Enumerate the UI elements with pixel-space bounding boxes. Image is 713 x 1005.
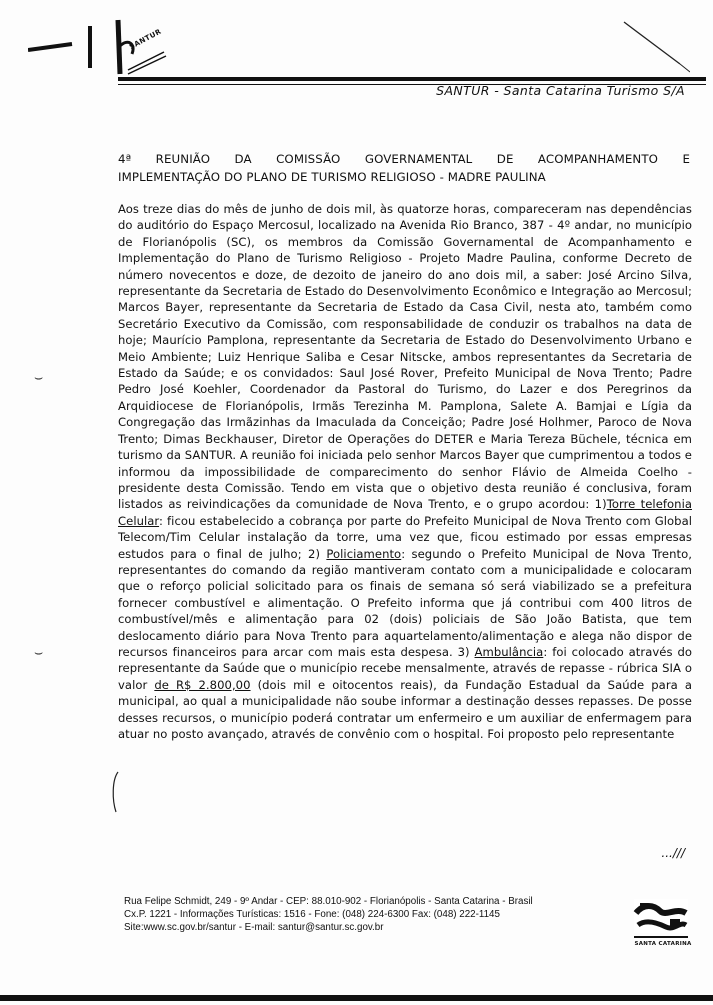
minutes-body	[118, 201, 692, 742]
continuation-mark: ...///	[661, 846, 685, 860]
footer-line-3: Site:www.sc.gov.br/santur - E-mail: santur@santur.sc.gov.br	[124, 922, 384, 933]
item-1-label: Torre telefonia Celular	[118, 497, 692, 528]
item-2-label: Policiamento	[326, 546, 402, 561]
company-header: SANTUR - Santa Catarina Turismo S/A	[436, 83, 685, 98]
header-rule	[118, 77, 706, 81]
amount-value: de R$ 2.800,00	[154, 677, 251, 692]
body-part-1: Aos treze dias do mês de junho de dois mil, às quatorze horas, compareceram nas dependências do auditório do Espaço Mercosul, localizado na Avenida Rio Branco, 387 - 4º andar, no município de Florianópolis (SC), os membros da Comissão Governamental de Acompanhamento e Implementação do Plano de Turismo Religioso - Projeto Madre Paulina, conforme Decreto de número novecentos e doze, de dezoito de janeiro do ano dois mil, a saber: José Arcino Silva, representante da Secretaria de Estado do Desenvolvimento Econômico e Integração ao Mercosul; Marcos Bayer, representante da Secretaria de Estado da Casa Civil, nesta ato, também como Secretário Executivo da Comissão, com responsabilidade de conduzir os trabalhos na data de hoje; Maurício Pamplona, representante da Secretaria de Estado do Desenvolvimento Urbano e Meio Ambiente; Luiz Henrique Saliba e Cesar Nitscke, ambos representantes da Secretaria de Estado da Saúde; e os convidados: Saul José Rover, Prefeito Municipal de Nova Trento; Padre Pedro José Koehler, Coordenador da Pastoral do Turismo, do Lazer e dos Peregrinos da Arquidiocese de Florianópolis, Irmãs Terezinha M. Pamplona, Salete A. Bamjai e Lígia da Congregação das Irmãzinhas da Imaculada da Conceição; Padre José Holhmer, Paroco de Nova Trento; Dimas Beckhauser, Diretor de Operações do DETER e Maria Tereza Büchele, técnica em turismo da SANTUR. A reunião foi iniciada pelo senhor Marcos Bayer que cumprimentou a todos e informou da impossibilidade de comparecimento do senhor Flávio de Almeida Coelho - presidente desta Comissão. Tendo em vista que o objetivo desta reunião é conclusiva, foram listados as reivindicações da comunidade de Nova Trento, e o grupo acordou: 1)	[118, 202, 692, 512]
body-part-4: : foi colocado através do representante da Saúde que o município recebe mensalmente, através de repasse - rúbrica SIA o valor	[118, 644, 693, 692]
logo-text: SANTUR	[128, 27, 163, 52]
title-line-2: IMPLEMENTAÇÃO DO PLANO DE TURISMO RELIGIOSO - MADRE PAULINA	[118, 170, 546, 184]
santur-logo-icon	[28, 18, 168, 78]
title-line-1: 4ª REUNIÃO DA COMISSÃO GOVERNAMENTAL DE ACOMPANHAMENTO E	[118, 152, 690, 166]
footer-line-1: Rua Felipe Schmidt, 249 - 9º Andar - CEP: 88.010-902 - Florianópolis - Santa Catarina - Brasil	[124, 896, 533, 907]
body-part-3: : segundo o Prefeito Municipal de Nova Trento, representantes do comando da região mantiveram contato com a municipalidade e colocaram que o reforço policial solicitado para os finais de semana só será viabilizado se a prefeitura fornecer combustível e alimentação. O Prefeito informa que já contribui com 400 litros de combustível/mês e alimentação para 02 (dois) policiais de São João Batista, que tem deslocamento diário para Nova Trento para aquartelamento/alimentação e alega não dispor de recursos financeiros para arcar com mais esta despesa. 3)	[118, 546, 692, 659]
margin-bracket-icon	[108, 770, 122, 814]
body-paragraph	[118, 201, 692, 742]
footer-line-2: Cx.P. 1221 - Informações Turísticas: 1516 - Fone: (048) 224-6300 Fax: (048) 222-1145	[124, 909, 500, 920]
margin-tick-icon: ⌣	[34, 645, 44, 661]
footer-logo-label: SANTA CATARINA	[634, 941, 692, 947]
margin-tick-icon: ⌣	[34, 370, 44, 386]
document-title	[118, 150, 690, 186]
body-part-2: : ficou estabelecido a cobrança por parte do Prefeito Municipal de Nova Trento com Global Telecom/Tim Celular instalação da torre, uma vez que, ficou estimado por essas empresas estudos para o final de julho; 2)	[118, 513, 692, 561]
page-bottom-edge	[0, 995, 713, 1001]
body-part-5: (dois mil e oitocentos reais), da Fundação Estadual da Saúde para a municipal, ao qual a municipalidade não soube informar a destinação desses repasses. De posse desses recursos, o município poderá contratar um enfermeiro e um auxiliar de enfermagem para atuar no posto avançado, através de convênio com o hospital. Foi proposto pelo representante	[118, 677, 692, 741]
item-3-label: Ambulância	[474, 644, 544, 659]
footer-address	[124, 895, 604, 934]
corner-mark-icon	[620, 14, 690, 74]
